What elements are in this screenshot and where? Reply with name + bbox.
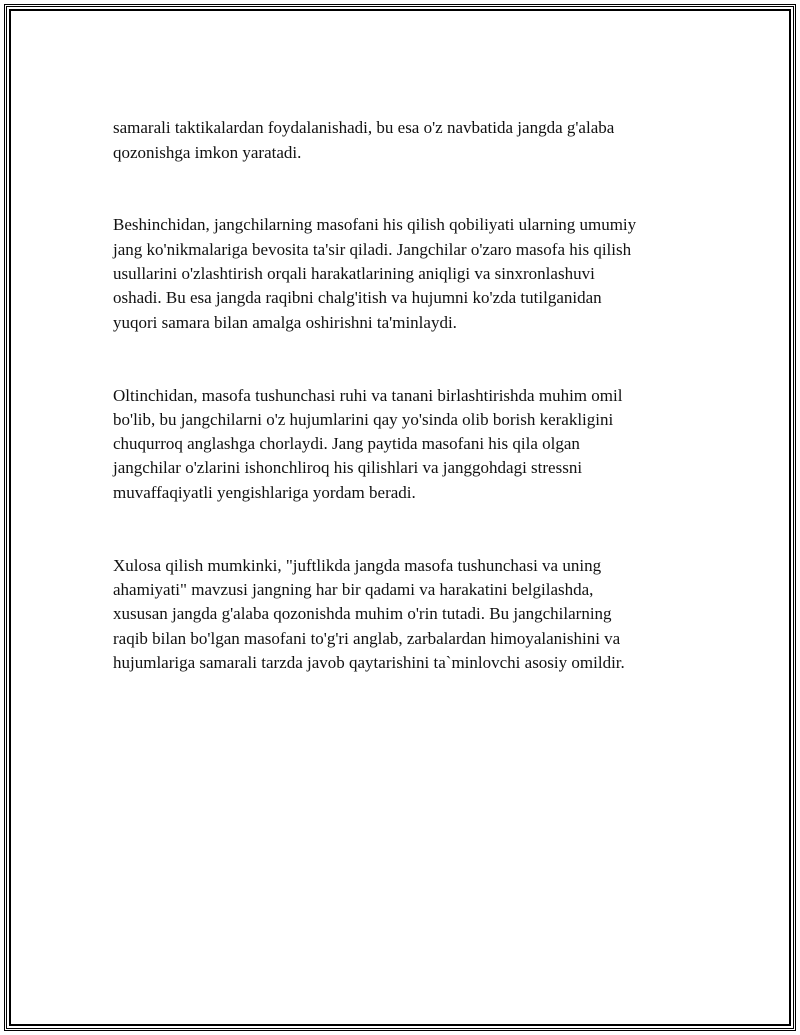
paragraph-4: Xulosa qilish mumkinki, "juftlikda jangda masofa tushunchasi va uning ahamiyati" mavzusi jangning har bir qadami va harakatini belgilashda, xususan jangda g'alaba qozonishda muhim o'rin tutadi. Bu jangchilarning raqib bilan bo'lgan masofani to'g'ri anglab, zarbalardan himoyalanishini va hujumlariga samarali tarzda javob qaytarishini ta`minlovchi asosiy omildir. <box>113 555 625 672</box>
document-body <box>113 92 693 724</box>
paragraph-2: Beshinchidan, jangchilarning masofani his qilish qobiliyati ularning umumiy jang ko'nikmalariga bevosita ta'sir qiladi. Jangchilar o'zaro masofa his qilish usullarini o'zlashtirish orqali harakatlarining aniqligi va sinxronlashuvi oshadi. Bu esa jangda raqibni chalg'itish va hujumni ko'zda tutilganidan yuqori samara bilan amalga oshirishni ta'minlaydi. <box>113 215 637 332</box>
paragraph-1: samarali taktikalardan foydalanishadi, bu esa o'z navbatida jangda g'alaba qozonishga imkon yaratadi. <box>113 118 615 162</box>
paragraph-3: Oltinchidan, masofa tushunchasi ruhi va tanani birlashtirishda muhim omil bo'lib, bu jangchilarni o'z hujumlarini qay yo'sinda olib borish kerakligini chuqurroq anglashga chorlaydi. Jang paytida masofani his qila olgan jangchilar o'zlarini ishonchliroq his qilishlari va janggohdagi stressni muvaffaqiyatli yengishlariga yordam beradi. <box>113 385 623 502</box>
